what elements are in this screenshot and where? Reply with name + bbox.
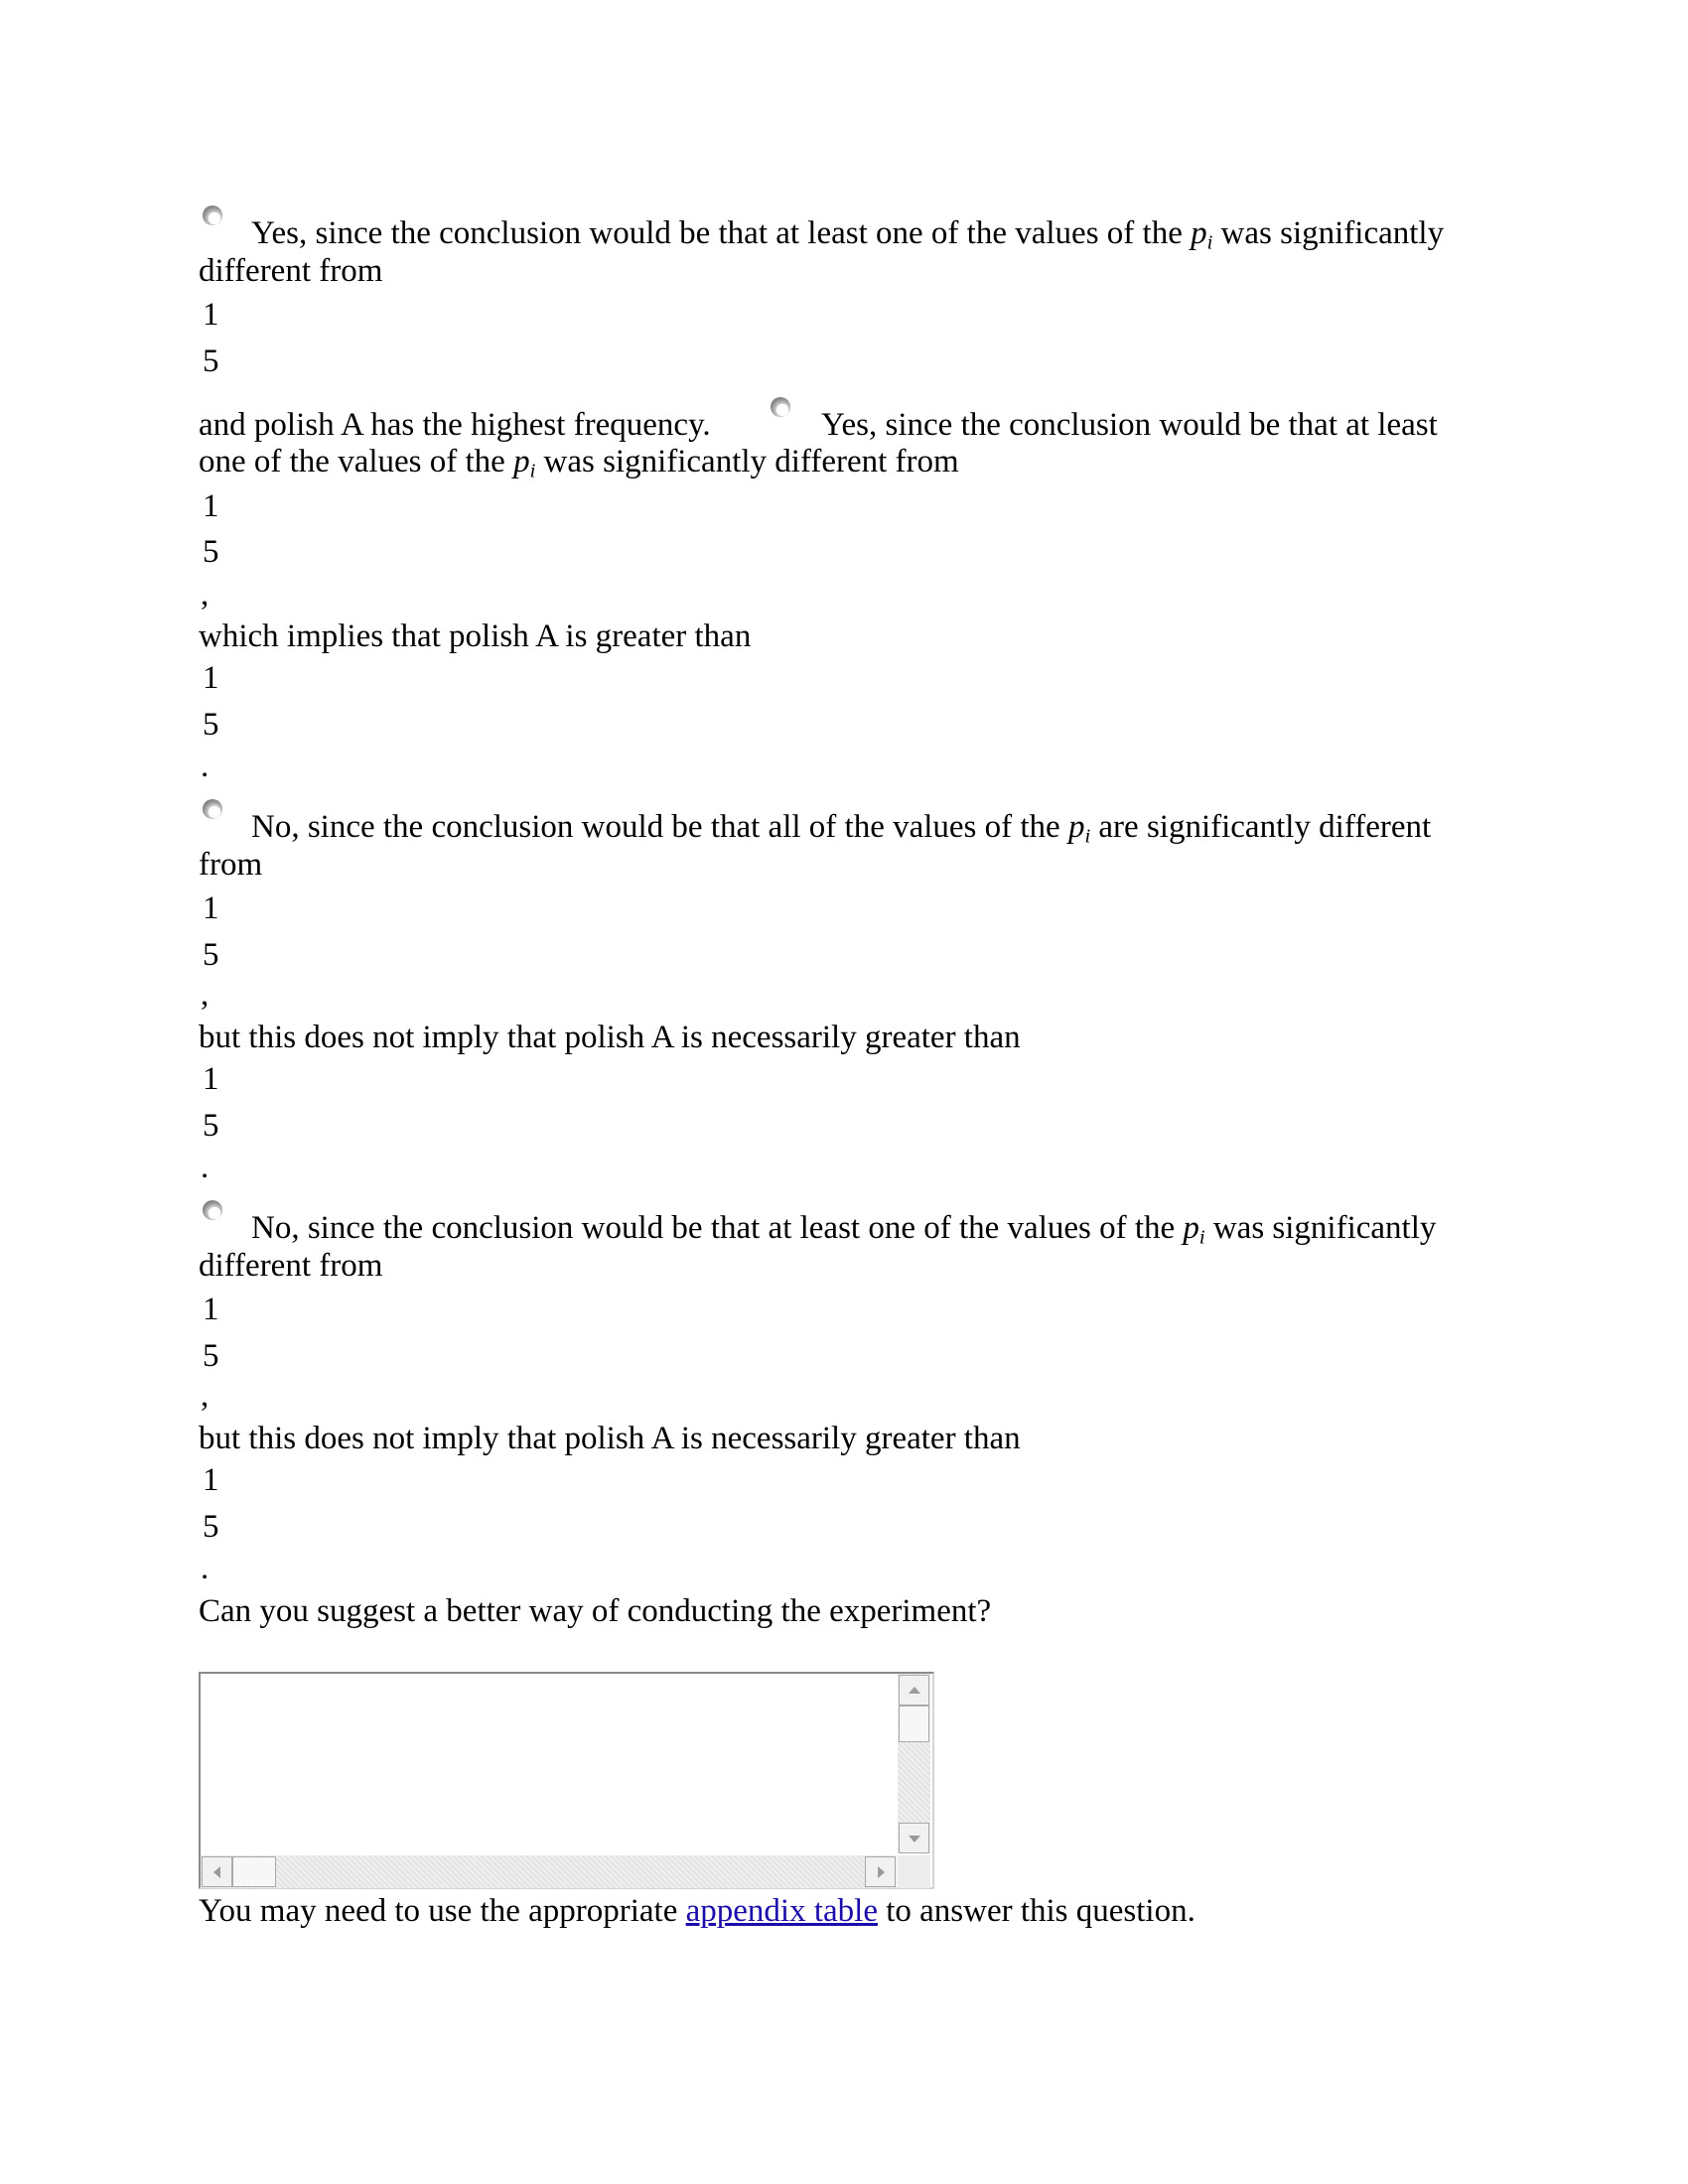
punctuation: . — [201, 1150, 210, 1185]
option-1-trailing-text: and polish A has the highest frequency. — [199, 407, 711, 443]
fraction-numerator: 1 — [203, 1462, 219, 1498]
fraction-denominator: 5 — [203, 1509, 219, 1545]
arrow-down-icon — [909, 1836, 920, 1843]
punctuation: , — [201, 1378, 210, 1414]
option-2-line-3: which implies that polish A is greater than — [199, 618, 752, 654]
arrow-right-icon — [878, 1866, 885, 1878]
scrollbar-corner — [898, 1855, 930, 1888]
horizontal-scrollbar[interactable] — [201, 1855, 897, 1888]
option-2-line-2: one of the values of the $p_i$ was significantly different from — [199, 444, 959, 482]
option-4-line-1: No, since the conclusion would be that at least one of the values of the $p_i$ was significantly — [251, 1210, 1437, 1249]
punctuation: . — [201, 1551, 210, 1586]
scroll-down-button[interactable] — [899, 1823, 929, 1853]
pi-variable: $p_i$ — [1183, 1210, 1205, 1249]
fraction-numerator: 1 — [203, 1061, 219, 1097]
arrow-up-icon — [909, 1687, 920, 1694]
fraction-numerator: 1 — [203, 890, 219, 926]
scroll-up-button[interactable] — [899, 1675, 929, 1706]
punctuation: . — [201, 749, 210, 784]
option-1-radio[interactable] — [203, 205, 222, 225]
question-text: Can you suggest a better way of conducting the experiment? — [199, 1593, 992, 1629]
fraction-numerator: 1 — [203, 488, 219, 524]
vertical-scroll-thumb[interactable] — [899, 1706, 929, 1742]
scroll-left-button[interactable] — [202, 1856, 232, 1887]
fraction-denominator: 5 — [203, 343, 219, 379]
fraction-denominator: 5 — [203, 707, 219, 743]
fraction-denominator: 5 — [203, 534, 219, 570]
option-1-line-2: different from — [199, 253, 383, 289]
option-3-line-1: No, since the conclusion would be that all of the values of the $p_i$ are significantly different — [251, 809, 1432, 848]
option-4-line-2: different from — [199, 1248, 383, 1284]
option-2-radio[interactable] — [771, 397, 790, 417]
option-2-line-1: Yes, since the conclusion would be that at least — [821, 407, 1438, 443]
option-4-radio[interactable] — [203, 1200, 222, 1220]
fraction-numerator: 1 — [203, 1292, 219, 1327]
option-1-line-1: Yes, since the conclusion would be that at least one of the values of the $p_i$ was significantly — [251, 215, 1445, 254]
appendix-table-link[interactable]: appendix table — [685, 1893, 878, 1929]
fraction-numerator: 1 — [203, 660, 219, 696]
pi-variable: $p_i$ — [513, 444, 536, 482]
punctuation: , — [201, 977, 210, 1013]
fraction-numerator: 1 — [203, 297, 219, 333]
option-3-radio[interactable] — [203, 799, 222, 819]
option-3-line-3: but this does not imply that polish A is necessarily greater than — [199, 1020, 1021, 1055]
option-4-line-3: but this does not imply that polish A is necessarily greater than — [199, 1421, 1021, 1456]
fraction-denominator: 5 — [203, 1108, 219, 1144]
scroll-right-button[interactable] — [865, 1856, 896, 1887]
fraction-denominator: 5 — [203, 1338, 219, 1374]
arrow-left-icon — [213, 1866, 220, 1878]
footer-note: You may need to use the appropriate appendix table to answer this question. — [199, 1893, 1196, 1929]
pi-variable: $p_i$ — [1191, 215, 1213, 254]
pi-variable: $p_i$ — [1067, 809, 1091, 848]
fraction-denominator: 5 — [203, 937, 219, 973]
option-3-line-2: from — [199, 847, 263, 883]
punctuation: , — [201, 577, 210, 613]
horizontal-scroll-thumb[interactable] — [232, 1856, 276, 1887]
